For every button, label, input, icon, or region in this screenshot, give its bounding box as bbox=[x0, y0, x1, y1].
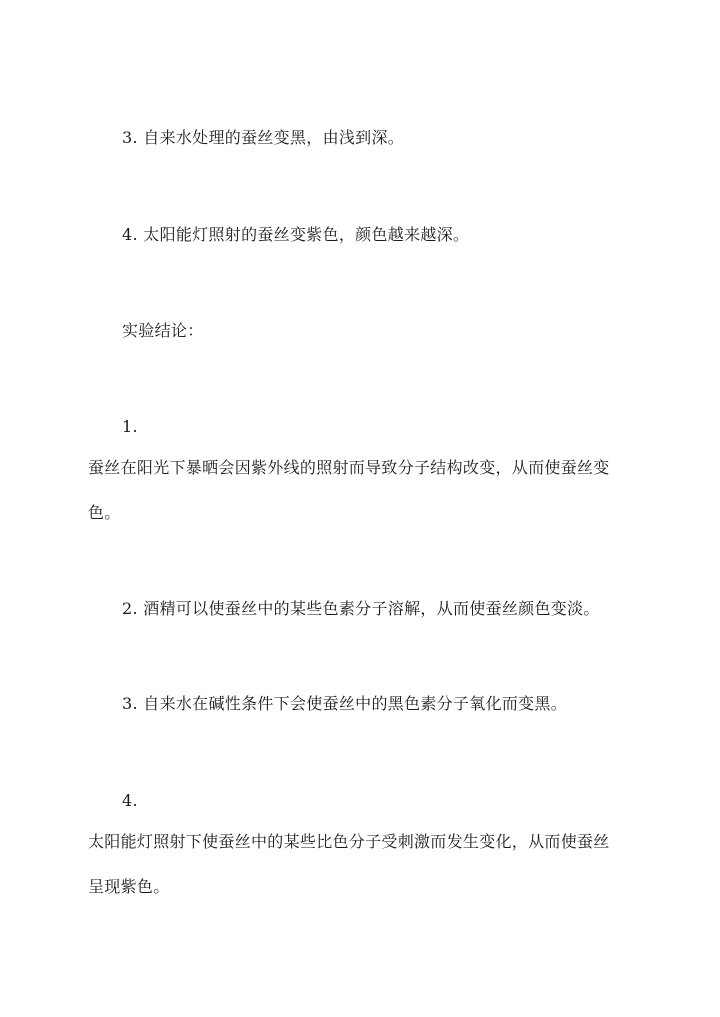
conclusion-heading: 实验结论： bbox=[122, 321, 204, 340]
observation-item-3 bbox=[122, 128, 404, 148]
observation-text: 太阳能灯照射的蚕丝变紫色，颜色越来越深。 bbox=[143, 225, 470, 244]
conclusion-item-2 bbox=[122, 599, 600, 619]
conclusion-text-1-line-2: 色。 bbox=[88, 503, 121, 522]
conclusion-text-4-line-2: 呈现紫色。 bbox=[88, 877, 170, 896]
observation-text: 自来水处理的蚕丝变黑，由浅到深。 bbox=[143, 128, 405, 147]
conclusion-item-3 bbox=[122, 694, 567, 714]
conclusion-number-4: 4. bbox=[122, 791, 138, 810]
observation-item-4 bbox=[122, 225, 469, 245]
conclusion-text: 自来水在碱性条件下会使蚕丝中的黑色素分子氧化而变黑。 bbox=[143, 694, 568, 713]
observation-number: 3. bbox=[122, 128, 138, 147]
conclusion-text-4-line-1: 太阳能灯照射下使蚕丝中的某些比色分子受刺激而发生变化，从而使蚕丝 bbox=[88, 832, 610, 851]
conclusion-number: 2. bbox=[122, 599, 138, 618]
conclusion-text: 酒精可以使蚕丝中的某些色素分子溶解，从而使蚕丝颜色变淡。 bbox=[143, 599, 600, 618]
conclusion-number: 3. bbox=[122, 694, 138, 713]
conclusion-number-1: 1. bbox=[122, 417, 138, 436]
observation-number: 4. bbox=[122, 225, 138, 244]
conclusion-text-1-line-1: 蚕丝在阳光下暴晒会因紫外线的照射而导致分子结构改变，从而使蚕丝变 bbox=[88, 458, 610, 477]
